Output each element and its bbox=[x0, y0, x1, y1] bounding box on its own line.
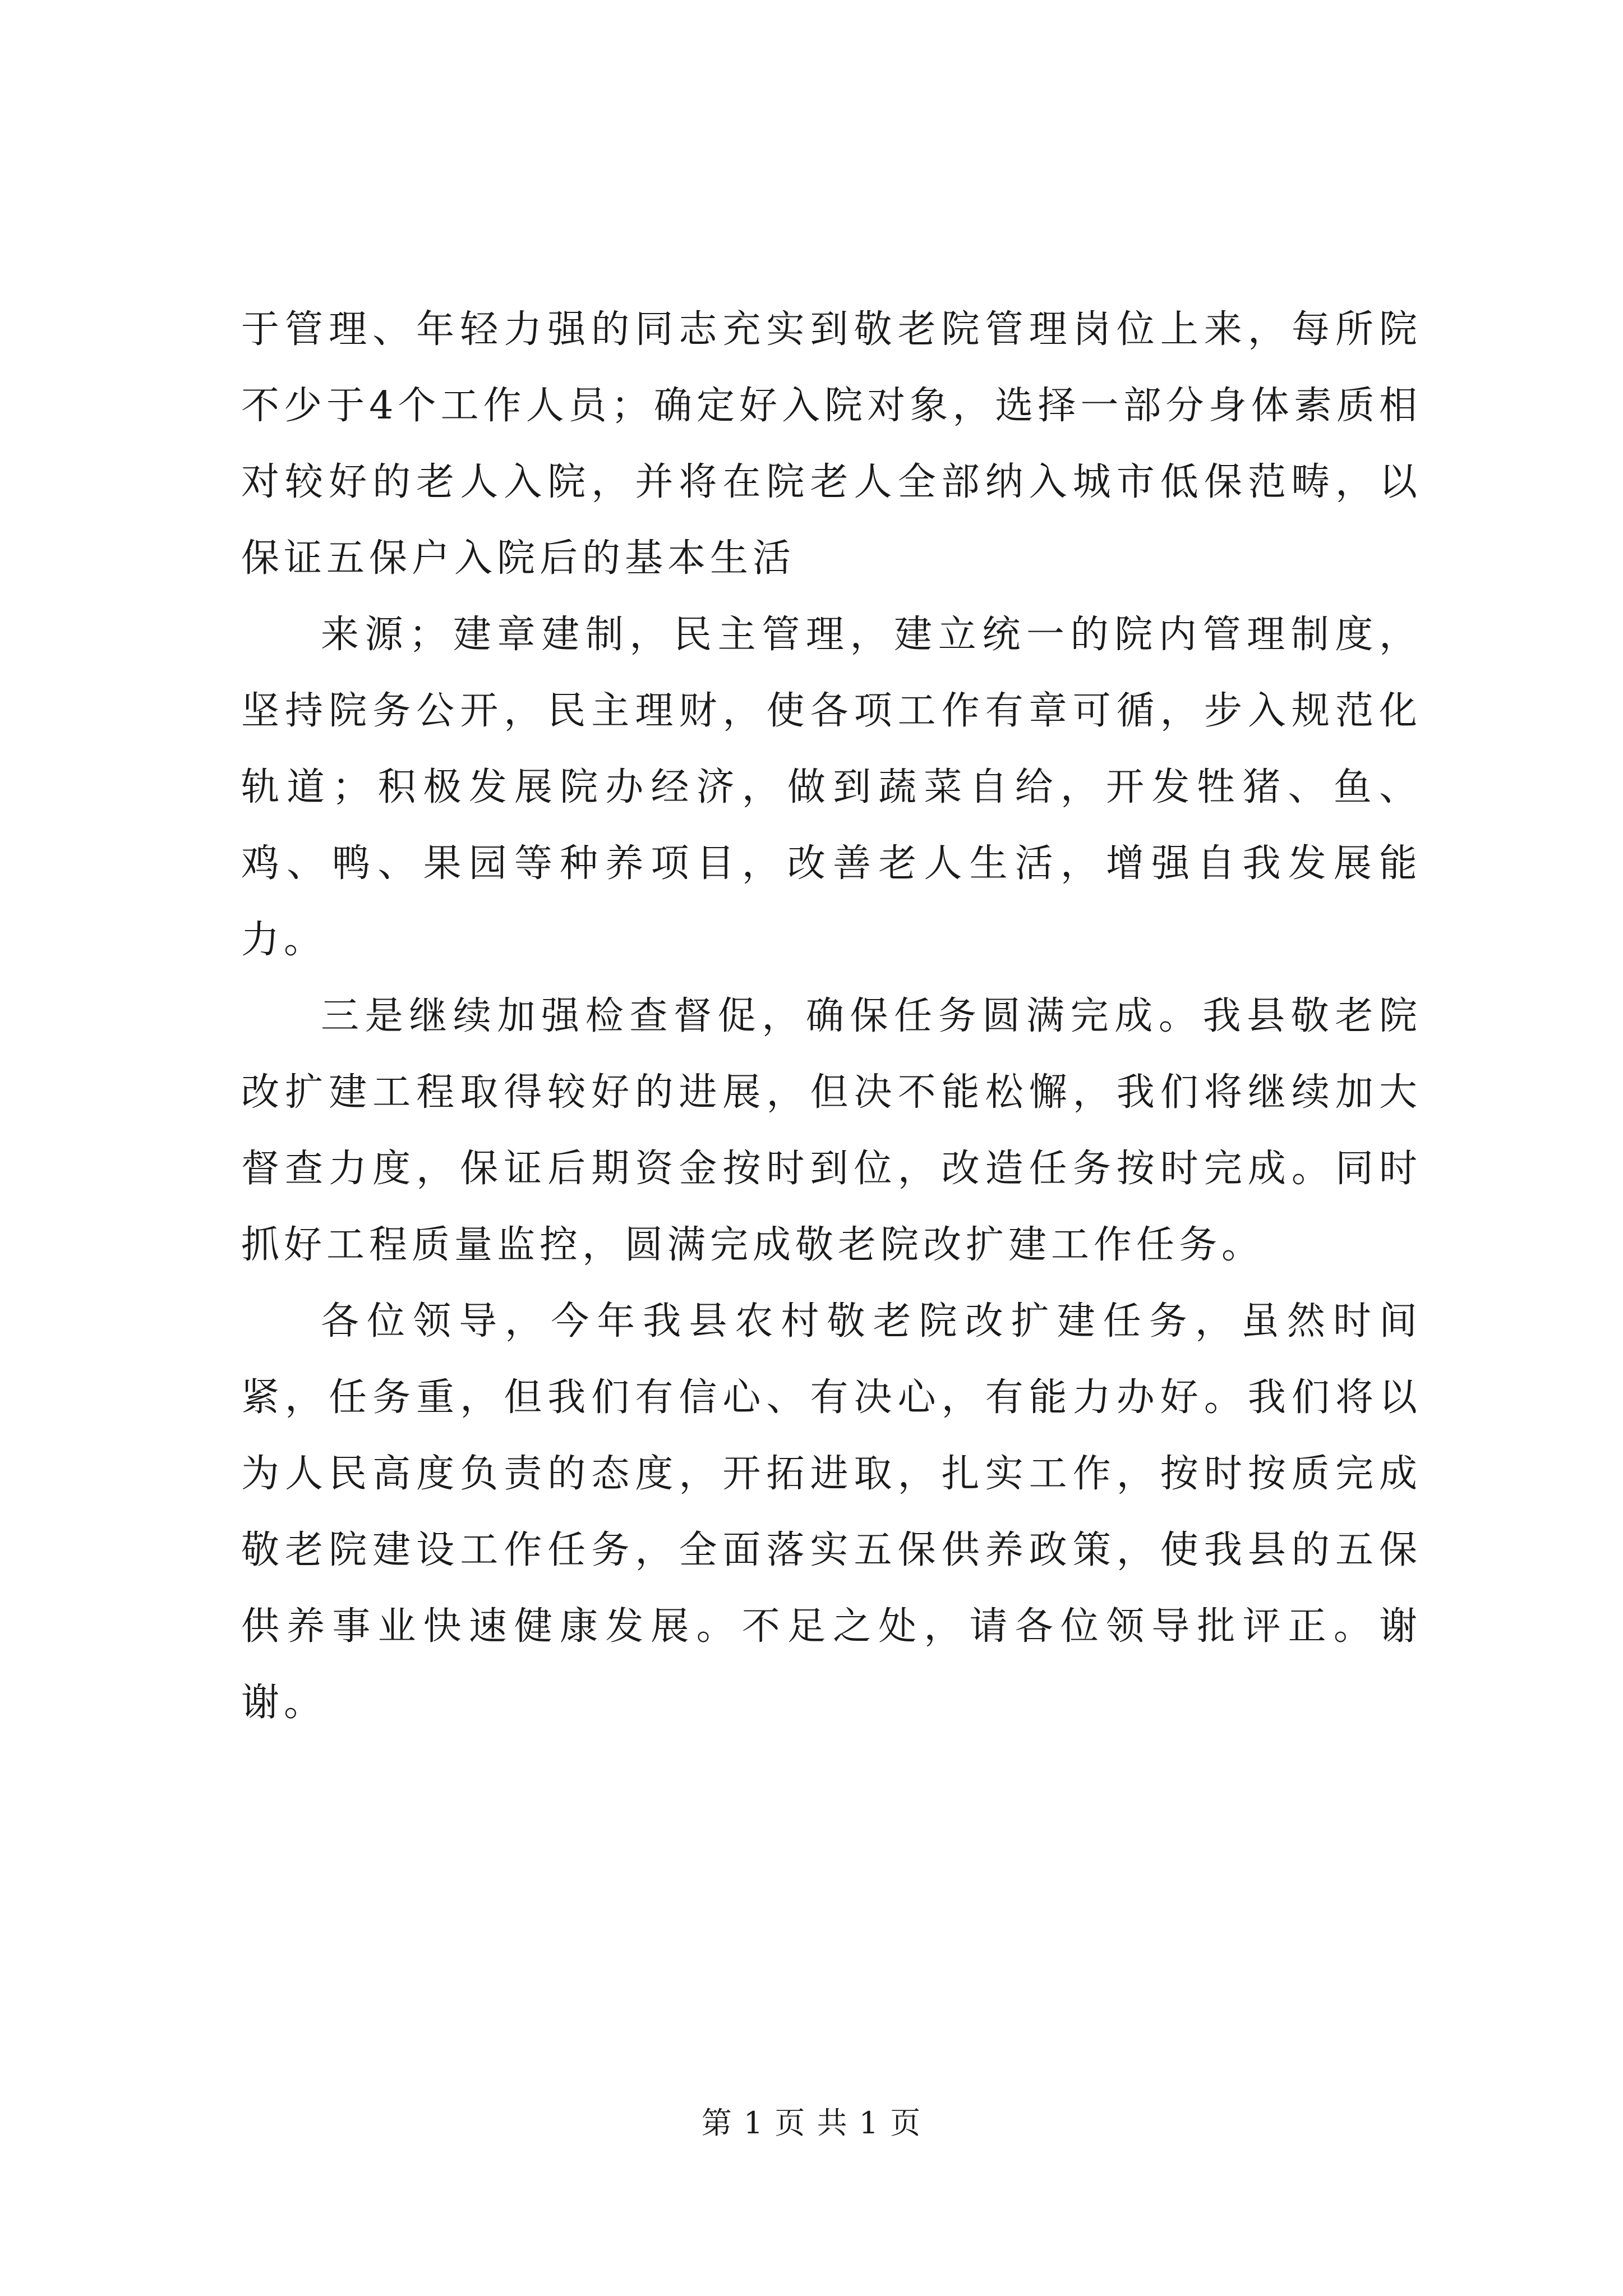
paragraph-3: 三是继续加强检查督促，确保任务圆满完成。我县敬老院改扩建工程取得较好的进展，但决不能松懈，我们将继续加大督查力度，保证后期资金按时到位，改造任务按时完成。同时抓好工程质量监控，圆满完成敬老院改扩建工作任务。 bbox=[241, 994, 1422, 1267]
paragraph-1: 于管理、年轻力强的同志充实到敬老院管理岗位上来，每所院不少于4个工作人员；确定好入院对象，选择一部分身体素质相对较好的老人入院，并将在院老人全部纳入城市低保范畴，以保证五保户入院后的基本生活 bbox=[241, 307, 1422, 581]
paragraph-4: 各位领导，今年我县农村敬老院改扩建任务，虽然时间紧，任务重，但我们有信心、有决心，有能力办好。我们将以为人民高度负责的态度，开拓进取，扎实工作，按时按质完成敬老院建设工作任务，全面落实五保供养政策，使我县的五保供养事业快速健康发展。不足之处，请各位领导批评正。谢谢。 bbox=[241, 1299, 1422, 1725]
paragraph-2: 来源；建章建制，民主管理，建立统一的院内管理制度，坚持院务公开，民主理财，使各项工作有章可循，步入规范化轨道；积极发展院办经济，做到蔬菜自给，开发牲猪、鱼、鸡、鸭、果园等种养项目，改善老人生活，增强自我发展能力。 bbox=[241, 613, 1422, 962]
document-body bbox=[241, 292, 1422, 1741]
page-number-label: 第 1 页 共 1 页 bbox=[701, 2105, 922, 2141]
page-footer bbox=[0, 2101, 1623, 2146]
